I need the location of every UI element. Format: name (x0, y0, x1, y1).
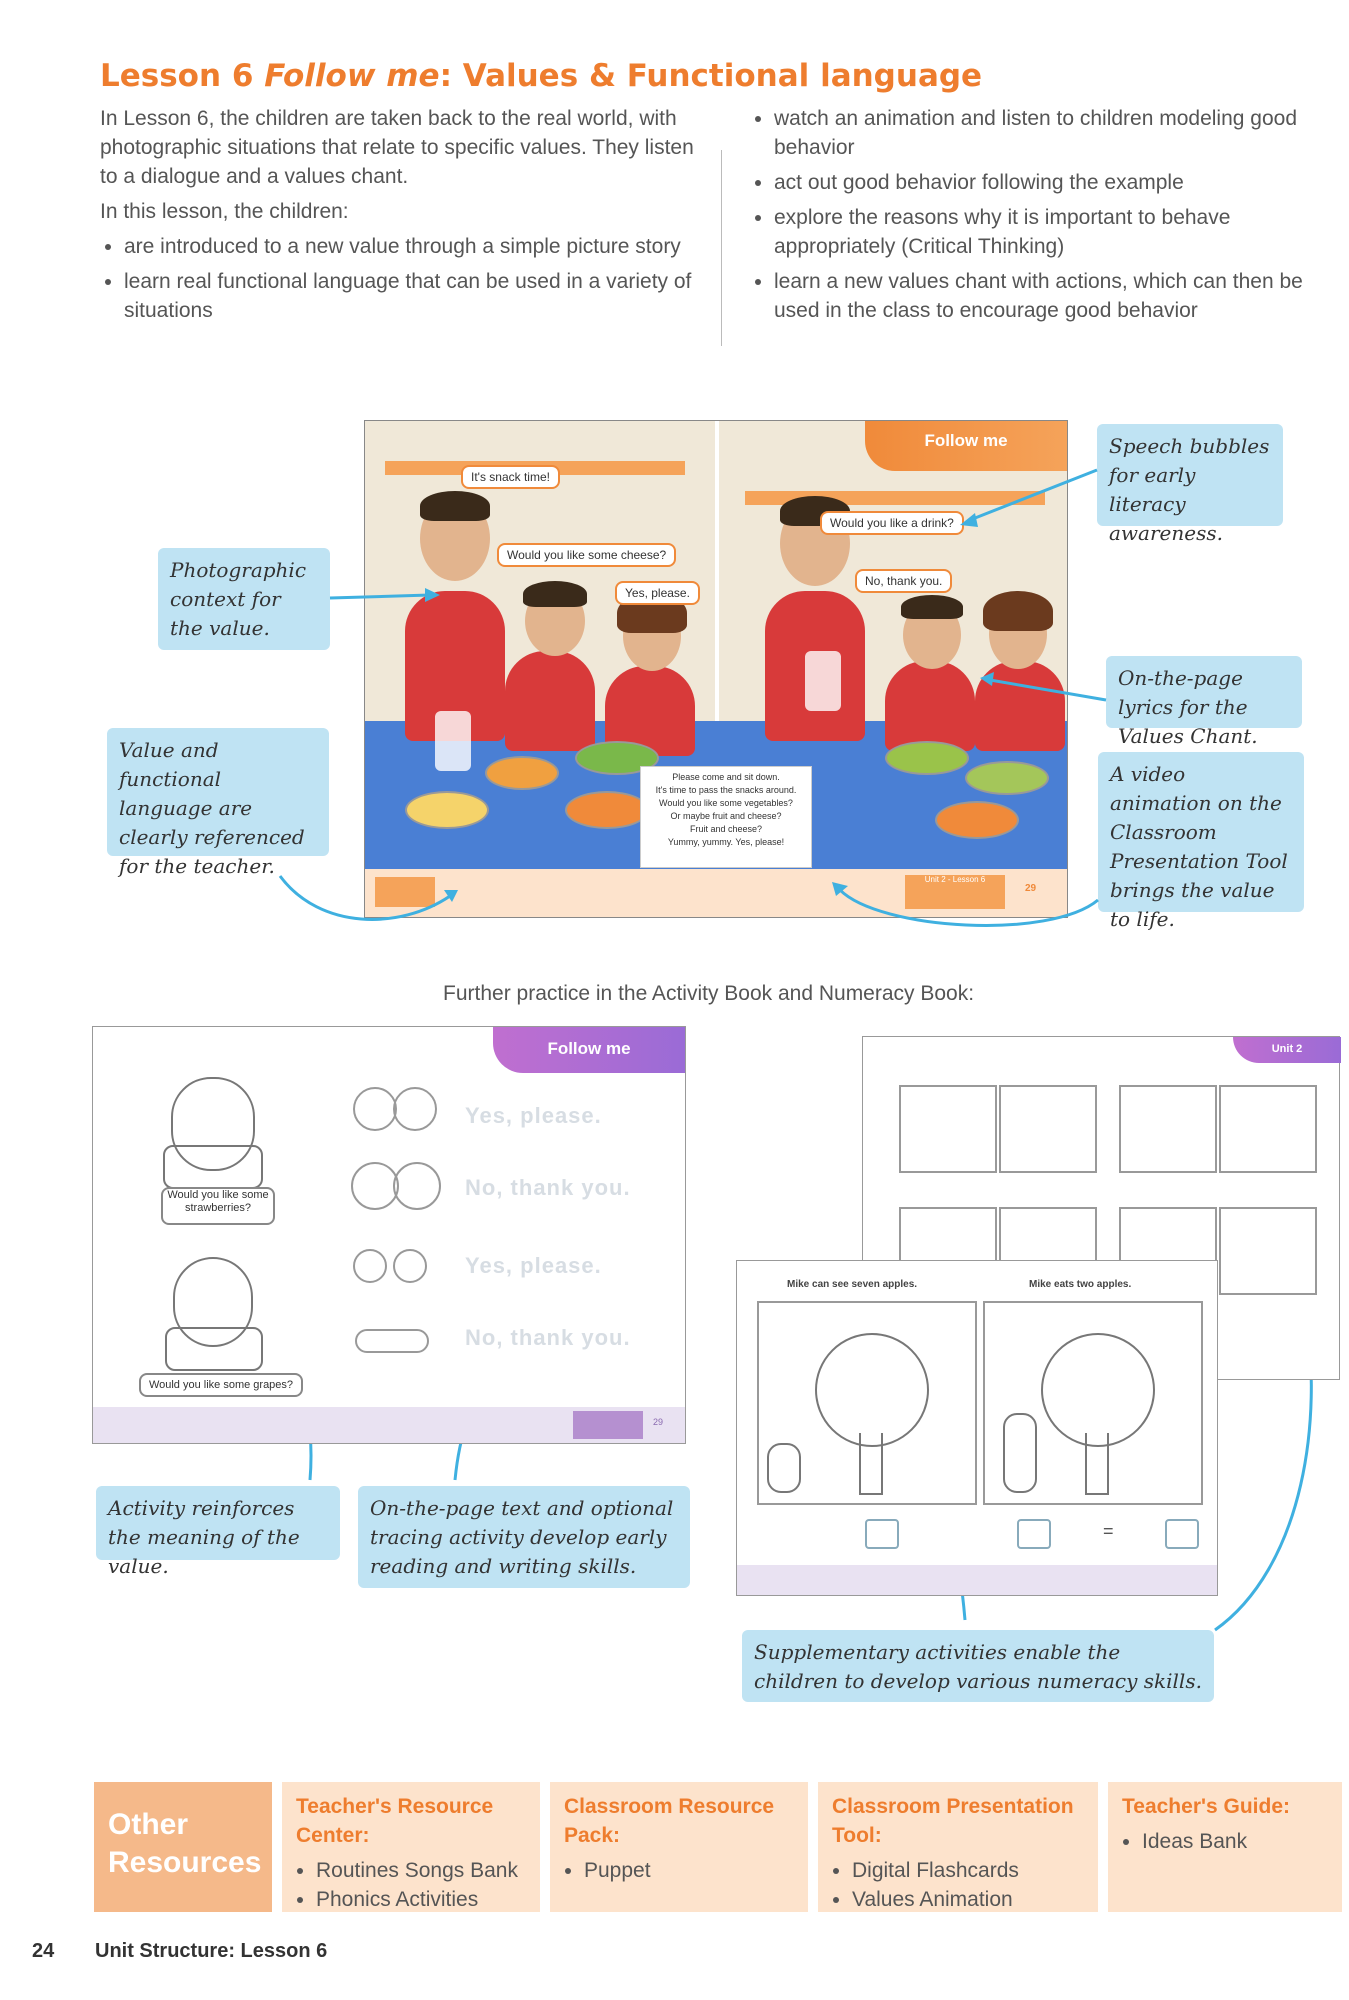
page-number: 29 (653, 1417, 664, 1427)
trace-line: Yes, please. (465, 1103, 602, 1128)
arrowhead (980, 672, 994, 686)
tree-trunk (859, 1433, 883, 1495)
boy-bubble: Would you like some grapes? (139, 1373, 303, 1397)
trace-line: No, thank you. (465, 1325, 631, 1350)
food-picture (899, 1085, 997, 1173)
resource-column (282, 1782, 540, 1912)
page-number: 29 (1025, 883, 1037, 894)
boy-drawing (1003, 1413, 1037, 1493)
resource-item: • Routines Songs Bank (316, 1856, 526, 1885)
orange-outline (393, 1162, 441, 1210)
callout-activity: Activity reinforces the meaning of the value. (96, 1486, 340, 1560)
intro-bullet: • act out good behavior following the example (774, 168, 1349, 197)
resource-item: • Values Animation (852, 1885, 1084, 1914)
callout-tracing: On-the-page text and optional tracing activity develop early reading and writing skills. (358, 1486, 690, 1588)
activity-book-page (92, 1026, 686, 1444)
strawberry-bowl (163, 1145, 263, 1189)
answer-box[interactable] (865, 1519, 899, 1549)
page-footer-strip (737, 1565, 1217, 1595)
intro-bullet: • watch an animation and listen to children modeling good behavior (774, 104, 1349, 162)
resource-title: Classroom Resource Pack: (564, 1795, 775, 1847)
arrowhead (425, 588, 440, 602)
other-resources-heading: Other Resources (94, 1782, 272, 1912)
intro-bullet: • learn a new values chant with actions, which can then be used in the class to encourage good behavior (774, 267, 1349, 325)
arrowhead (960, 513, 978, 527)
resource-item: • Puppet (584, 1856, 794, 1885)
chant-line: Would you like some vegetables? (659, 798, 793, 808)
girl-bubble: Would you like some strawberries? (161, 1187, 275, 1225)
intro-bullet: • explore the reasons why it is important to behave appropriately (Critical Thinking) (774, 203, 1349, 261)
chant-line: Or maybe fruit and cheese? (670, 811, 782, 821)
chant-line: Please come and sit down. (672, 772, 780, 782)
numeracy-book-page-front (736, 1260, 1218, 1596)
lesson-title: Lesson 6 Follow me: Values & Functional language (100, 58, 983, 94)
food-picture (999, 1085, 1097, 1173)
chant-line: It's time to pass the snacks around. (655, 785, 797, 795)
answer-box[interactable] (1017, 1519, 1051, 1549)
resource-title: Classroom Presentation Tool: (832, 1795, 1074, 1847)
callout-lyrics: On-the-page lyrics for the Values Chant. (1106, 656, 1302, 728)
speech-bubble: Yes, please. (615, 581, 700, 605)
arrow (990, 680, 1106, 700)
numeracy-right-title: Mike eats two apples. (1029, 1279, 1132, 1290)
speech-bubble: It's snack time! (461, 465, 560, 489)
tree-crown (815, 1333, 929, 1447)
arrow (970, 470, 1097, 520)
resource-item: • Phonics Activities (316, 1885, 526, 1914)
resource-title: Teacher's Resource Center: (296, 1795, 494, 1847)
resource-title: Teacher's Guide: (1122, 1795, 1290, 1818)
footer-badge (573, 1411, 643, 1439)
page-number: 24 (32, 1940, 55, 1962)
strawberry-outline (353, 1087, 397, 1131)
numeracy-scene-left (757, 1301, 977, 1505)
tree-crown (1041, 1333, 1155, 1447)
food-picture (1119, 1085, 1217, 1173)
strawberry-outline (393, 1087, 437, 1131)
further-practice-caption: Further practice in the Activity Book and Numeracy Book: (443, 982, 975, 1005)
arrow (840, 890, 1098, 925)
tree-trunk (1085, 1433, 1109, 1495)
food-picture (1219, 1207, 1317, 1295)
food-picture (1219, 1085, 1317, 1173)
equals-sign: = (1103, 1521, 1114, 1541)
intro-lead: In this lesson, the children: (100, 200, 349, 223)
speech-bubble: Would you like a drink? (820, 511, 964, 535)
numeracy-scene-right (983, 1301, 1203, 1505)
resource-item: • Digital Flashcards (852, 1856, 1084, 1885)
trace-line: No, thank you. (465, 1175, 631, 1200)
follow-me-banner (493, 1027, 685, 1073)
unit-tab (1233, 1037, 1341, 1063)
footer-unit: Unit 2 - Lesson 6 (905, 875, 1005, 909)
plum-outline (393, 1249, 427, 1283)
peapod-outline (355, 1329, 429, 1353)
banner-title: Follow me (547, 1039, 631, 1058)
page-footer-strip (93, 1407, 685, 1443)
orange-outline (351, 1162, 399, 1210)
intro-bullet: • learn real functional language that can be used in a variety of situations (124, 267, 700, 325)
callout-value-language: Value and functional language are clearly referenced for the teacher. (107, 728, 329, 856)
callout-supplementary: Supplementary activities enable the children to develop various numeracy skills. (742, 1630, 1214, 1702)
numeracy-left-title: Mike can see seven apples. (787, 1279, 918, 1290)
resource-column (1108, 1782, 1342, 1912)
boy-drawing (767, 1443, 801, 1493)
callout-photographic: Photographic context for the value. (158, 548, 330, 650)
callout-video: A video animation on the Classroom Presentation Tool brings the value to life. (1098, 752, 1304, 912)
speech-bubble: Would you like some cheese? (497, 543, 676, 567)
speech-bubble: No, thank you. (855, 569, 952, 593)
callout-speech-bubbles: Speech bubbles for early literacy awareness. (1097, 424, 1283, 526)
trace-line: Yes, please. (465, 1253, 602, 1278)
footer-label: Unit Structure: Lesson 6 (95, 1940, 328, 1962)
grapes-bowl (165, 1327, 263, 1371)
banner-title: Follow me (924, 431, 1008, 450)
unit-tab-label: Unit 2 (1271, 1043, 1303, 1055)
chant-line: Fruit and cheese? (689, 824, 763, 834)
resource-column (550, 1782, 808, 1912)
chant-line: Yummy, yummy. Yes, please! (667, 837, 785, 847)
resource-item: • Ideas Bank (1142, 1827, 1328, 1856)
intro-bullet: • are introduced to a new value through a simple picture story (124, 232, 700, 261)
arrow (330, 595, 430, 598)
resource-column (818, 1782, 1098, 1912)
plum-outline (353, 1249, 387, 1283)
answer-box[interactable] (1165, 1519, 1199, 1549)
arrow (280, 876, 450, 919)
intro-paragraph: In Lesson 6, the children are taken back to the real world, with photographic situations that relate to specific values. They listen to a dialogue and a values chant. (100, 107, 694, 188)
